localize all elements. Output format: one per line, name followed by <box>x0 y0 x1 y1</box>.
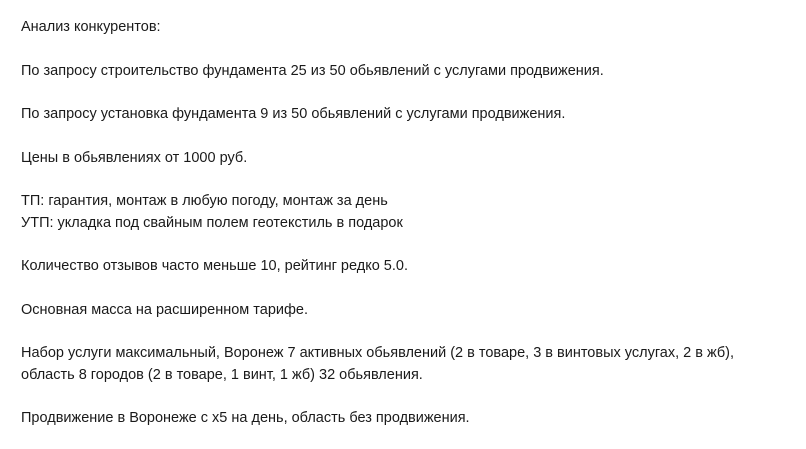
utp-line: УТП: укладка под свайным полем геотекстиль в подарок <box>21 214 403 231</box>
paragraph-reviews: Количество отзывов часто меньше 10, рейтинг редко 5.0. <box>21 258 408 274</box>
doc-heading: Анализ конкурентов: <box>21 19 161 35</box>
paragraph-installation-query: По запросу установка фундамента 9 из 50 обьявлений с услугами продвижения. <box>21 106 566 122</box>
paragraph-construction-query: По запросу строительство фундамента 25 из 50 обьявлений с услугами продвижения. <box>21 62 604 79</box>
paragraph-prices: Цены в обьявлениях от 1000 руб. <box>21 149 248 166</box>
paragraph-tariff: Основная масса на расширенном тарифе. <box>21 301 309 318</box>
paragraph-value-propositions <box>21 191 790 234</box>
tp-line: ТП: гарантия, монтаж в любую погоду, монтаж за день <box>21 193 388 209</box>
paragraph-services: Набор услуги максимальный, Воронеж 7 активных обьявлений (2 в товаре, 3 в винтовых услугах, 2 в жб), область 8 городов (2 в товаре, 1 винт, 1 жб) 32 обьявления. <box>21 345 735 383</box>
paragraph-promotion: Продвижение в Воронеже с х5 на день, область без продвижения. <box>21 410 470 426</box>
